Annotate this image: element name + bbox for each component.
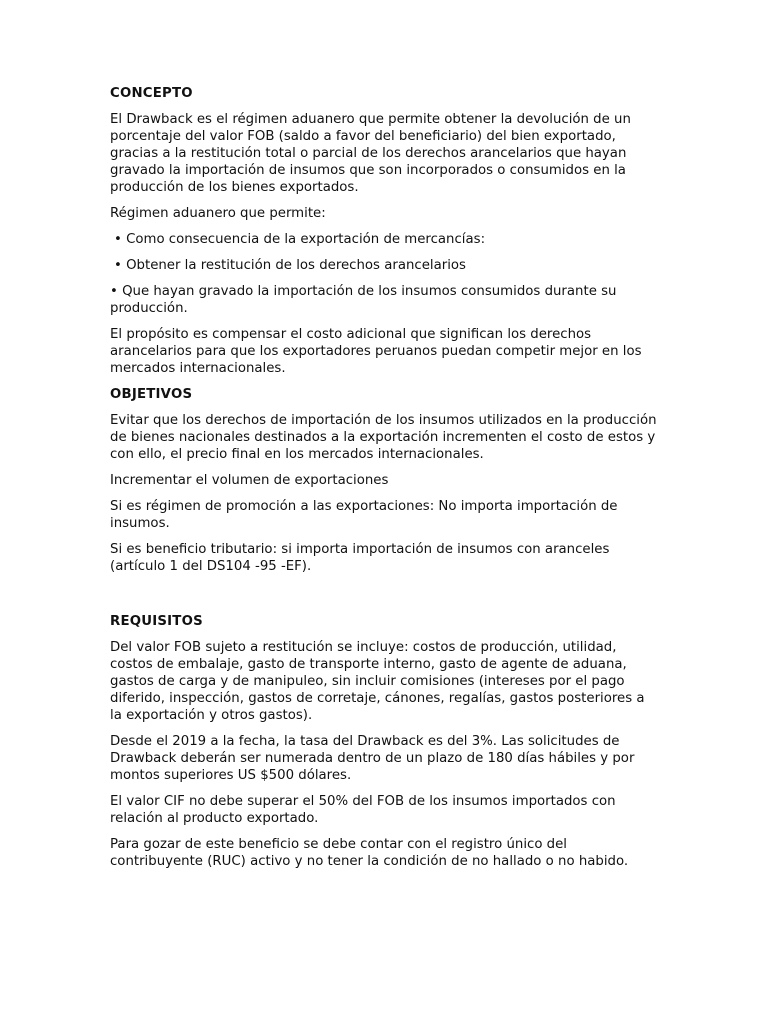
objetivos-paragraph-2: Incrementar el volumen de exportaciones xyxy=(110,473,389,488)
document-page xyxy=(110,85,658,879)
concepto-paragraph-1: El Drawback es el régimen aduanero que permite obtener la devolución de un porcentaje del valor FOB (saldo a favor del beneficiario) del bien exportado, gracias a la restitución total o parcial de los derechos arancelarios que hayan gravado la importación de insumos que son incorporados o consumidos en la producción de los bienes exportados. xyxy=(110,112,631,195)
concepto-bullet-3: • Que hayan gravado la importación de los insumos consumidos durante su producción. xyxy=(110,284,617,316)
requisitos-paragraph-1: Del valor FOB sujeto a restitución se incluye: costos de producción, utilidad, costos de embalaje, gasto de transporte interno, gasto de agente de aduana, gastos de carga y de manipuleo, sin incluir comisiones (intereses por el pago diferido, inspección, gastos de corretaje, cánones, regalías, gastos posteriores a la exportación y otros gastos). xyxy=(110,640,645,723)
heading-objetivos: OBJETIVOS xyxy=(110,387,193,402)
objetivos-paragraph-3: Si es régimen de promoción a las exportaciones: No importa importación de insumos. xyxy=(110,499,618,531)
concepto-bullet-1: • Como consecuencia de la exportación de mercancías: xyxy=(114,232,486,247)
requisitos-paragraph-4: Para gozar de este beneficio se debe contar con el registro único del contribuyente (RUC) activo y no tener la condición de no hallado o no habido. xyxy=(110,837,629,869)
concepto-paragraph-2: Régimen aduanero que permite: xyxy=(110,206,326,221)
requisitos-paragraph-3: El valor CIF no debe superar el 50% del FOB de los insumos importados con relación al producto exportado. xyxy=(110,794,616,826)
heading-concepto: CONCEPTO xyxy=(110,86,193,101)
concepto-paragraph-3: El propósito es compensar el costo adicional que significan los derechos arancelarios para que los exportadores peruanos puedan competir mejor en los mercados internacionales. xyxy=(110,327,642,376)
concepto-bullet-2: • Obtener la restitución de los derechos arancelarios xyxy=(114,258,466,273)
requisitos-paragraph-2: Desde el 2019 a la fecha, la tasa del Drawback es del 3%. Las solicitudes de Drawback deberán ser numerada dentro de un plazo de 180 días hábiles y por montos superiores US $500 dólares. xyxy=(110,734,635,783)
objetivos-paragraph-4: Si es beneficio tributario: si importa importación de insumos con aranceles (artículo 1 del DS104 -95 -EF). xyxy=(110,542,610,574)
objetivos-paragraph-1: Evitar que los derechos de importación de los insumos utilizados en la producción de bienes nacionales destinados a la exportación incrementen el costo de estos y con ello, el precio final en los mercados internacionales. xyxy=(110,413,657,462)
section-spacer xyxy=(110,584,658,613)
heading-requisitos: REQUISITOS xyxy=(110,614,203,629)
